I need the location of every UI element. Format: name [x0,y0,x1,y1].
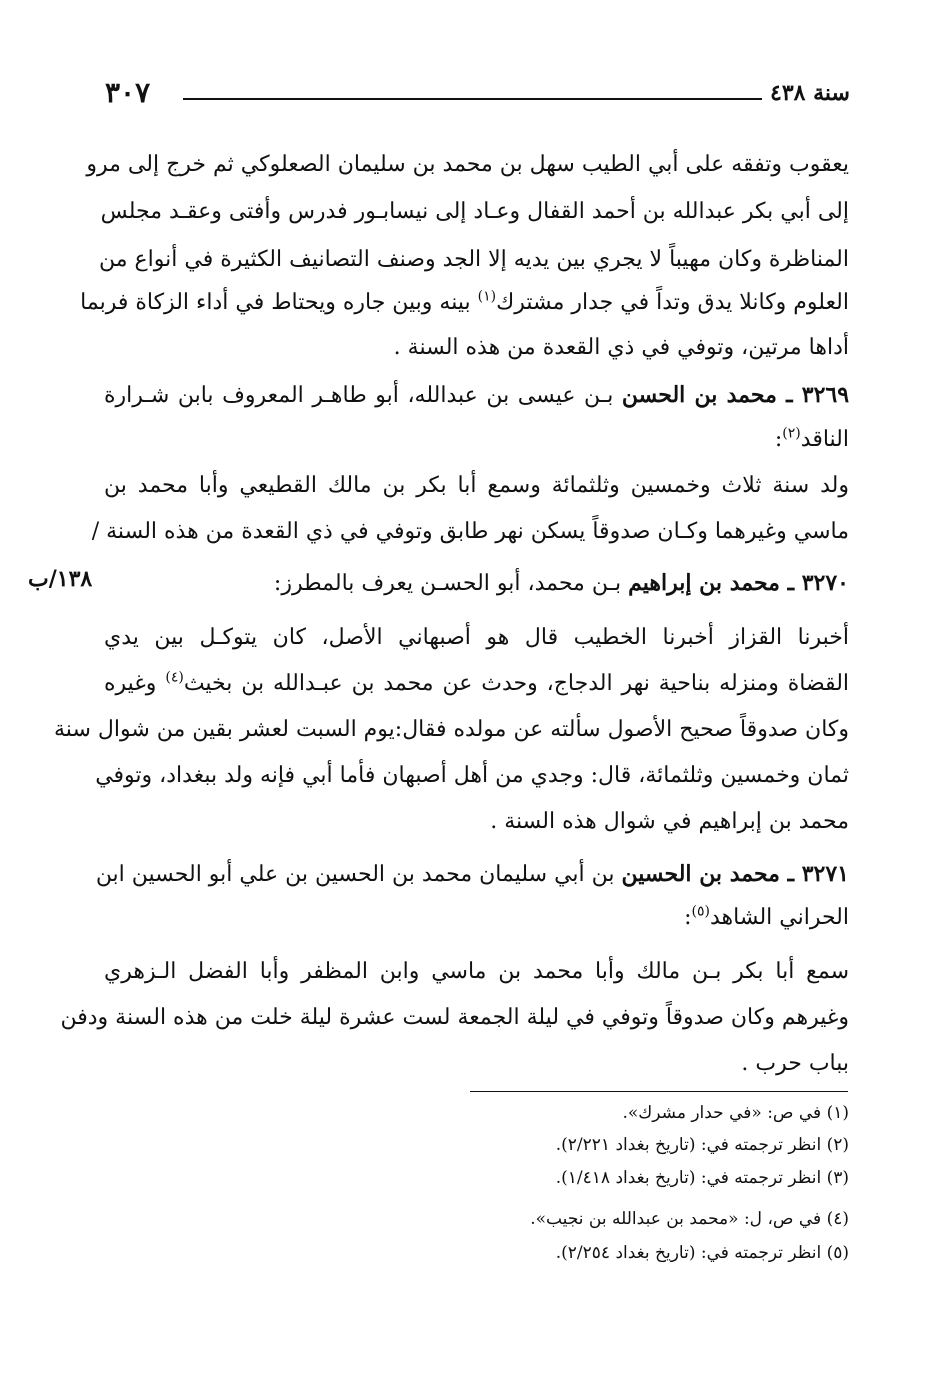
entry-heading-rest: الناقد [800,427,849,452]
body-line: المناظرة وكان مهيباً لا يجري بين يديه إلا الجد وصنف التصانيف الكثيرة في أنواع من [99,247,849,272]
body-line: أداها مرتين، وتوفي في ذي القعدة من هذه السنة . [393,335,849,360]
page-header [105,76,850,116]
entry-heading-rest: بن أبي سليمان محمد بن الحسين بن علي أبو الحسين ابن [95,862,615,887]
body-line: وكان صدوقاً صحيح الأصول سألته عن مولده فقال:يوم السبت لعشر بقين من شوال سنة [54,717,849,742]
entry-heading-line: الحراني الشاهد$^{(٥)}$: [684,903,849,930]
body-text: القضاة ومنزله بناحية نهر الدجاج، وحدث عن محمد بن عبـدالله بن بخيث [183,671,850,696]
footnote-marker: (١) [477,288,497,305]
body-text: العلوم وكانلا يدق وتداً في جدار مشترك [496,290,849,315]
entry-heading-3270 [104,563,849,603]
body-line: محمد بن إبراهيم في شوال هذه السنة . [490,809,849,834]
footnote-separator [470,1091,848,1092]
body-line: يعقوب وتفقه على أبي الطيب سهل بن محمد بن سليمان الصعلوكي ثم خرج إلى مرو [86,152,849,177]
footnote: (٥) انظر ترجمته في: (تاريخ بغداد ٢/٢٥٤). [555,1243,849,1263]
body-line: إلى أبي بكر عبدالله بن أحمد القفال وعـاد إلى نيسابـور فدرس وأفتى وعقـد مجلس [100,199,849,224]
footnote: (٤) في ص، ل: «محمد بن عبدالله بن نجيب». [530,1209,849,1229]
body-line: ثمان وخمسين وثلثمائة، قال: وجدي من أهل أصبهان فأما أبي فإنه ولد ببغداد، وتوفي [95,763,849,788]
footnote-marker: (٥) [691,903,710,920]
page-number: ٣٠٧ [105,76,151,109]
body-line [104,664,849,704]
body-line: سمع أبا بكر بـن مالك وأبا محمد بن ماسي وابن المظفر وأبا الفضل الـزهري [104,959,850,984]
body-line: ماسي وغيرهما وكـان صدوقاً يسكن نهر طابق وتوفي في ذي القعدة من هذه السنة / [91,519,849,544]
header-rule [183,98,762,100]
footnote-marker: (٢) [782,425,801,442]
running-head-year: سنة ٤٣٨ [770,80,850,106]
footnote: (٢) انظر ترجمته في: (تاريخ بغداد ٢/٢٢١). [555,1135,849,1155]
footnote-marker: (٤) [165,669,184,686]
entry-heading-rest: بـن محمد، أبو الحسـن يعرف بالمطرز: [273,571,622,596]
manuscript-folio-note: ١٣٨/ب [28,566,93,592]
body-text: وغيره [104,671,157,696]
body-line: بباب حرب . [741,1051,849,1076]
entry-name: ٣٢٦٩ ـ محمد بن الحسن [621,382,850,408]
body-line: أخبرنا القزاز أخبرنا الخطيب قال هو أصبهاني الأصل، كان يتوكـل بين يدي [104,625,849,650]
entry-name: ٣٢٧٠ ـ محمد بن إبراهيم [628,570,849,596]
body-text: بينه وبين جاره ويحتاط في أداء الزكاة فربما [80,290,471,315]
footnote: (١) في ص: «في حدار مشرك». [622,1103,849,1123]
entry-heading-rest: بـن عيسى بن عبدالله، أبو طاهـر المعروف بابن شـرارة [104,383,614,408]
entry-heading-line: الناقد$^{(٢)}$: [774,425,849,452]
entry-name: ٣٢٧١ ـ محمد بن الحسين [621,861,849,887]
entry-heading-3271 [95,854,849,894]
entry-heading-3269 [104,375,849,415]
footnote: (٣) انظر ترجمته في: (تاريخ بغداد ١/٤١٨). [555,1168,849,1188]
entry-heading-rest: الحراني الشاهد [709,905,849,930]
body-line: وغيرهم وكان صدوقاً وتوفي في ليلة الجمعة لست عشرة ليلة خلت من هذه السنة ودفن [60,1005,849,1030]
body-line: ولد سنة ثلاث وخمسين وثلثمائة وسمع أبا بكر بن مالك القطيعي وأبا محمد بن [104,473,849,498]
body-line [80,283,849,323]
